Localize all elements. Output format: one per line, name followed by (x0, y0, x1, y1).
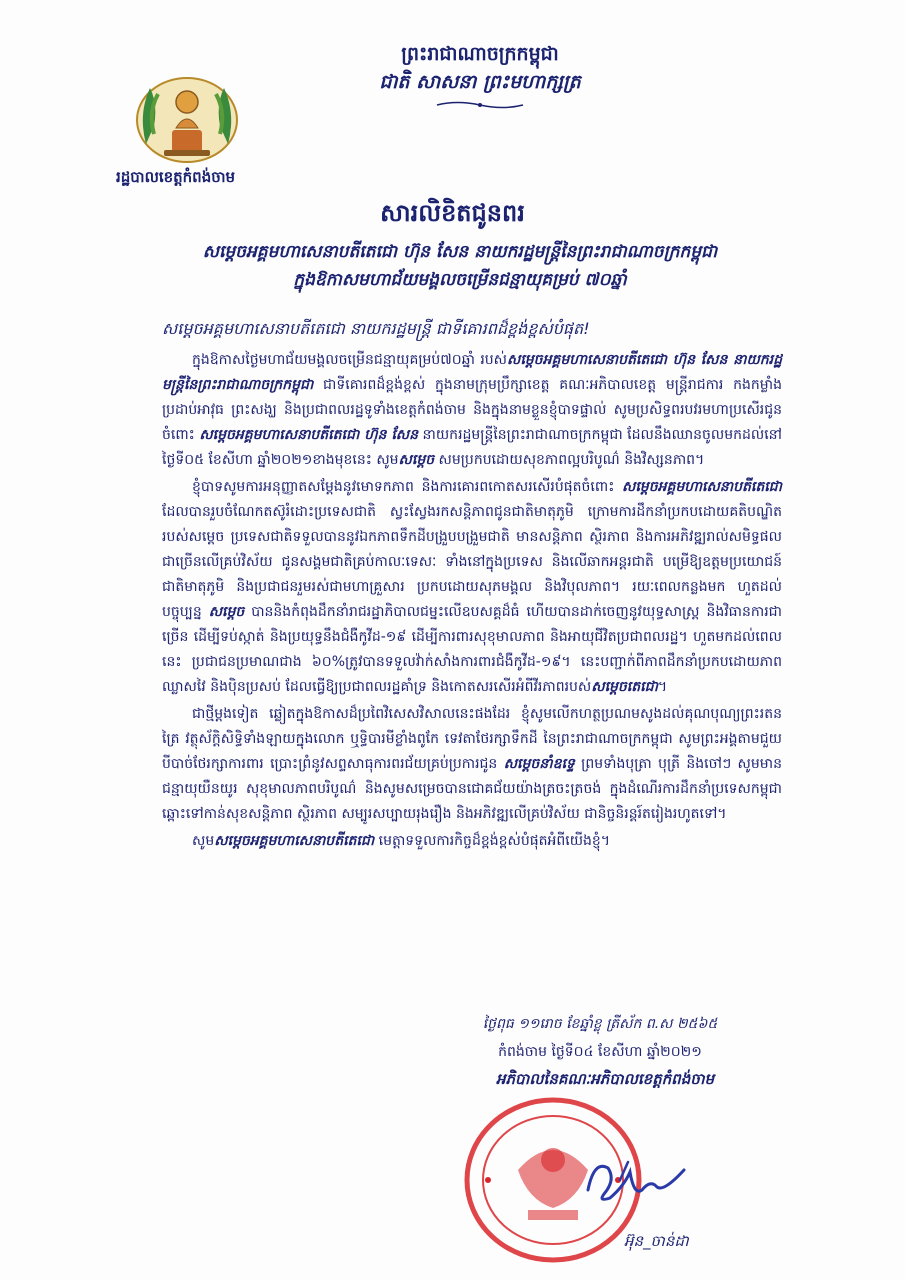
subtitle-line-1: សម្តេចអគ្គមហាសេនាបតីតេជោ ហ៊ុន សែន នាយករដ្ឋមន្រ្តីនៃព្រះរាជាណាចក្រកម្ពុជា (202, 242, 718, 262)
letter-body (162, 348, 782, 856)
p2-highlight-3: សម្តេចតេជោ (591, 679, 658, 695)
p3-highlight-1: សម្តេចនាំឧទ្ទេ (503, 756, 575, 772)
p3-text-a: ជាថ្មីម្តងទៀត ឆ្លៀតក្នុងឱកាសដ៏ប្រពៃវិសេសវិសាលនេះផងដែរ ខ្ញុំសូមលើកហត្ថប្រណមសូងដល់គុណបុណ្យព្រះរតនត្រៃ វត្ថុស័ក្តិសិទ្ធិទាំងឡាយក្នុងលោក ឬទ្ធិបារមីខ្លាំងពូកែ ទេវតាថែរក្សាទឹកដី នៃព្រះរាជាណាចក្រកម្ពុជា សូមព្រះអង្គតាមជួយបីបាច់ថែរក្សាការពារ ប្រោះព្រំនូវសព្ទសាធុការពរជ័យគ្រប់ប្រការជូន (162, 706, 782, 772)
provincial-emblem-icon (128, 74, 246, 166)
p2-text-b: ដែលបានរួបចំណែកតស៊ូរំដោះប្រទេសជាតិ ស្វះស្វែងរកសន្តិភាពជូនជាតិមាតុភូមិ ក្រោមការដឹកនាំប្រកបដោយគតិបណ្ឌិតរបស់សម្តេច ប្រទេសជាតិទទួលបាននូវឯកភាពទឹកដីបង្រួបបង្រួមជាតិ មានសន្តិភាព ស្ថិរភាព និងការអភិវឌ្ឍរាល់សមិទ្ធផលជាច្រើនលើគ្រប់វិស័យ ជូនសង្គមជាតិគ្រប់កាលៈទេសៈ ទាំងនៅក្នុងប្រទេស និងលើឆាកអន្តរជាតិ បម្រើឱ្យឧត្តមប្រយោជន៍ជាតិមាតុភូមិ និងប្រជាជនរួមរស់ជាមហាគ្រួសារ ប្រកបដោយសុភមង្គល និងវិបុលភាព។ រយៈពេលកន្លងមក ហួតដល់បច្ចុប្បន្ន (162, 504, 782, 620)
kingdom-header (300, 40, 660, 110)
governor-title: អភិបាលនៃគណៈអភិបាលខេត្តកំពង់ចាម (495, 1070, 715, 1088)
p2-text-d: ។ (657, 679, 668, 695)
closing-text-a: សូម (192, 833, 215, 849)
p3-text-b: ព្រមទាំងបុត្រា បុត្រី និងចៅៗ សូមមានជន្មាយុយឺនយូរ សុខុមាលភាពបរិបូណ៌ និងសូមសម្រេចបានជោគជ័យយ៉ាងត្រចះត្រចង់ ក្នុងដំណើរការដឹកនាំប្រទេសកម្ពុជាឆ្ពោះទៅកាន់សុខសន្តិភាព ស្ថិរភាព សម្បូរសប្បាយរុងរឿង និងអភិវឌ្ឍលើគ្រប់វិស័យ ជានិច្ចនិរន្តរ៍តរៀងរហូតទៅ។ (162, 756, 782, 822)
letter-title: សារលិខិតជូនពរ (380, 199, 525, 227)
p2-highlight-2: សម្តេច (208, 604, 245, 620)
ornament-divider (435, 100, 525, 110)
provincial-administration-label: រដ្ឋបាលខេត្តកំពង់ចាម (116, 168, 236, 186)
subtitle-line-2: ក្នុងឱកាសមហាជ័យមង្គលចម្រើនជន្មាយុគម្រប់ ៧០ឆ្នាំ (293, 270, 627, 290)
paragraph-1 (162, 348, 782, 473)
paragraph-3 (162, 702, 782, 827)
p1-text-b: ជាទីគោរពដ៏ខ្ពង់ខ្ពស់ ក្នុងនាមក្រុមប្រឹក្សាខេត្ត គណៈអភិបាលខេត្ត មន្ត្រីរាជការ កងកម្លាំងប្រដាប់អាវុធ ព្រះសង្ឃ និងប្រជាពលរដ្ឋទូទាំងខេត្តកំពង់ចាម និងក្នុងនាមខ្លួនខ្ញុំបាទផ្ទាល់ សូមប្រសិទ្ធពរបវរមហាប្រសើរជូនចំពោះ (162, 377, 782, 443)
closing-paragraph (162, 829, 782, 854)
letter-subtitle (150, 238, 770, 294)
lunar-date: ថ្ងៃពុធ ១១រោច ខែឆ្នាំខ្លុ ត្រីស័ក ព.ស ២៥៦៥ (482, 1016, 718, 1032)
p1-highlight-3: សម្តេច (398, 452, 435, 468)
closing-text-b: មេត្តាទទួលការកិច្ចដ៏ខ្ពង់ខ្ពស់បំផុតអំពីយើងខ្ញុំ។ (374, 833, 611, 849)
paragraph-2 (162, 475, 782, 700)
p1-highlight-1: សម្តេចអគ្គមហាសេនាបតីតេជោ ហ៊ុន សែន នាយករដ្ឋមន្ត្រីនៃព្រះរាជាណាចក្រកម្ពុជា (162, 352, 783, 393)
closing-highlight: សម្តេចអគ្គមហាសេនាបតីតេជោ (214, 833, 375, 849)
p1-highlight-2: សម្តេចអគ្គមហាសេនាបតីតេជោ ហ៊ុន សែន (199, 427, 419, 443)
solar-date: កំពង់ចាម ថ្ងៃទី០៤ ខែសីហា ឆ្នាំ២០២១ (498, 1044, 702, 1060)
p1-text-a: ក្នុងឱកាសថ្ងៃមហាជ័យមង្គលចម្រើនជន្មាយុគម្រប់៧០ឆ្នាំ របស់ (192, 352, 508, 368)
national-motto: ជាតិ សាសនា ព្រះមហាក្សត្រ (379, 71, 581, 93)
p1-text-c: នាយករដ្ឋមន្ត្រីនៃព្រះរាជាណាចក្រកម្ពុជា ដែលនឹងឈានចូលមកដល់នៅថ្ងៃទី០៥ ខែសីហា ឆ្នាំ២០២១ខាងមុខនេះ សូម (162, 427, 783, 468)
salutation: សម្តេចអគ្គមហាសេនាបតីតេជោ នាយករដ្ឋមន្ត្រី ជាទីគោរពដ៏ខ្ពង់ខ្ពស់បំផុត! (162, 319, 590, 338)
p2-text-c: បាននិងកំពុងដឹកនាំរាជរដ្ឋាភិបាលជម្នះលើឧបសគ្គដ៏ធំ ហើយបានដាក់ចេញនូវយុទ្ធសាស្ត្រ និងវិធានការជាច្រើន ដើម្បីទប់ស្កាត់ និងប្រយុទ្ធនឹងជំងឺកូវីដ-១៩ ដើម្បីការពារសុខុមាលភាព និងអាយុជីវិតប្រជាពលរដ្ឋ។ ហួតមកដល់ពេលនេះ ប្រជាជនប្រមាណជាង ៦០%ត្រូវបានទទួលវ៉ាក់សាំងការពារជំងឺកូវីដ-១៩។ នេះបញ្ជាក់ពីភាពដឹកនាំប្រកបដោយភាពឈ្លាសវៃ និងប៉ិនប្រសប់ ដែលធ្វើឱ្យប្រជាពលរដ្ឋគាំទ្រ និងកោតសរសើរអំពីវីរភាពរបស់ (162, 604, 782, 695)
p2-text-a: ខ្ញុំបាទសូមការអនុញ្ញាតសម្តែងនូវមោទកភាព និងការគោរពកោតសរសើរបំផុតចំពោះ (192, 479, 623, 495)
p2-highlight-1: សម្តេចអគ្គមហាសេនាបតីតេជោ (622, 479, 782, 495)
handwritten-signature (580, 1150, 690, 1210)
p1-text-d: សមប្រកបដោយសុខភាពល្អបរិបូណ៌ និងវិស្សនភាព។ (434, 452, 705, 468)
signer-name: អ៊ុន_ចាន់ដា (624, 1232, 689, 1250)
kingdom-name: ព្រះរាជាណាចក្រកម្ពុជា (401, 43, 559, 65)
